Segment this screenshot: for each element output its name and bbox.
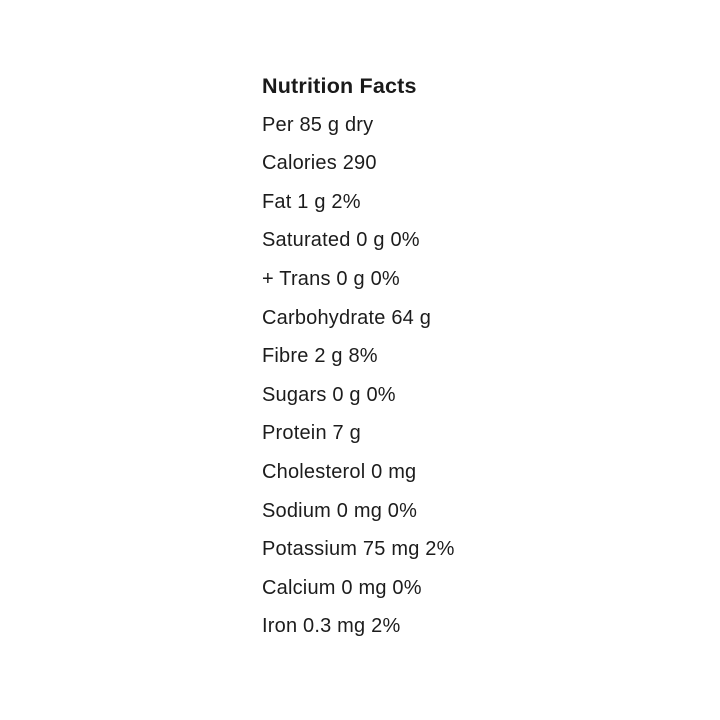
nutrition-row-serving: Per 85 g dry <box>262 113 374 136</box>
nutrition-row-carbohydrate: Carbohydrate 64 g <box>262 306 432 329</box>
nutrition-row-fat: Fat 1 g 2% <box>262 190 361 213</box>
nutrition-row-calcium: Calcium 0 mg 0% <box>262 576 422 599</box>
nutrition-facts-block <box>262 67 455 646</box>
nutrition-row-protein: Protein 7 g <box>262 422 361 445</box>
nutrition-facts-title: Nutrition Facts <box>262 74 417 98</box>
nutrition-row-fibre: Fibre 2 g 8% <box>262 345 378 368</box>
nutrition-row-sodium: Sodium 0 mg 0% <box>262 499 418 522</box>
nutrition-row-potassium: Potassium 75 mg 2% <box>262 538 455 561</box>
nutrition-row-cholesterol: Cholesterol 0 mg <box>262 460 417 483</box>
nutrition-row-sugars: Sugars 0 g 0% <box>262 383 396 406</box>
nutrition-row-trans: + Trans 0 g 0% <box>262 267 400 290</box>
nutrition-row-iron: Iron 0.3 mg 2% <box>262 615 401 638</box>
nutrition-row-saturated: Saturated 0 g 0% <box>262 229 420 252</box>
nutrition-row-calories: Calories 290 <box>262 152 377 175</box>
